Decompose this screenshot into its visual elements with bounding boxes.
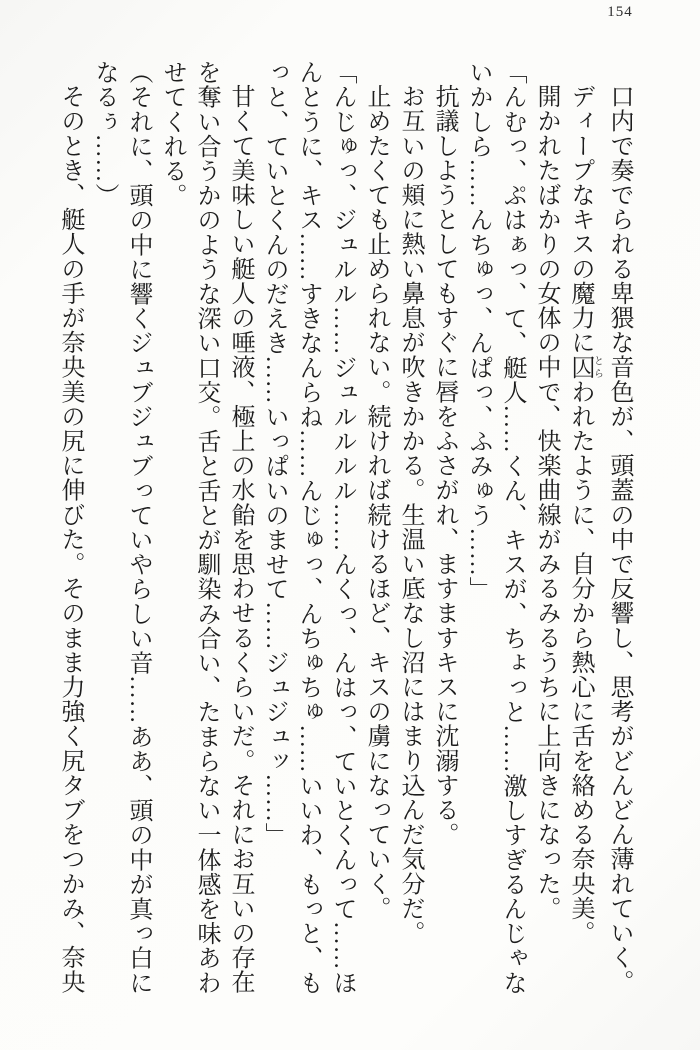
paragraph-narration: 甘くて美味しい艇人の唾液、極上の水飴を思わせるくらいだ。それにお互いの存在を奪い合うかのような深い口交。舌と舌とが馴染み合い、たまらない一体感を味あわせてくれる。 <box>159 60 253 995</box>
paragraph-narration: お互いの頬に熱い鼻息が吹きかかる。生温い底なし沼にはまり込んだ気分だ。 <box>397 84 423 945</box>
paragraph-narration: ディープなキスの魔力に囚とらわれたように、自分から熱心に舌を絡める奈央美。 <box>567 84 603 946</box>
paragraph-narration: 止めたくても止められない。続ければ続けるほど、キスの虜になっていく。 <box>363 84 389 921</box>
paragraph-narration: 抗議しようとしてもすぐに唇をふさがれ、ますますキスに沈溺する。 <box>431 84 457 847</box>
paragraph-narration: 口内で奏でられる卑猥な音色が、頭蓋の中で反響し、思考がどんどん薄れていく。 <box>606 84 632 995</box>
text-block <box>53 60 636 998</box>
paragraph-narration: そのとき、艇人の手が奈央美の尻に伸びた。そのまま力強く尻タブをつかみ、奈央 <box>57 84 83 995</box>
ruby-annotated-char: 囚とら <box>567 354 603 380</box>
paragraph-thought: （それに、頭の中に響くジュブジュブっていやらしい音……ああ、頭の中が真っ白になるぅ……） <box>91 60 151 995</box>
paragraph-dialogue: 「んむっ、ぷはぁっ、て、艇人……くん、キスが、ちょっと……激しすぎるんじゃないかしら……んちゅっ、んぱっ、ふみゅう……」 <box>465 60 525 995</box>
page-number: 154 <box>607 4 633 20</box>
paragraph-dialogue: 「んじゅっ、ジュルル……ジュルルルル……んくっ、んはっ、ていとくんって……ほんとうに、キス……すきなんらね……んじゅっ、んちゅちゅ……いいわ、もっと、もっと、ていとくんのだえき……いっぱいのませて……ジュジュッ……」 <box>261 60 355 995</box>
paragraph-narration: 開かれたばかりの女体の中で、快楽曲線がみるみるうちに上向きになった。 <box>533 84 559 921</box>
